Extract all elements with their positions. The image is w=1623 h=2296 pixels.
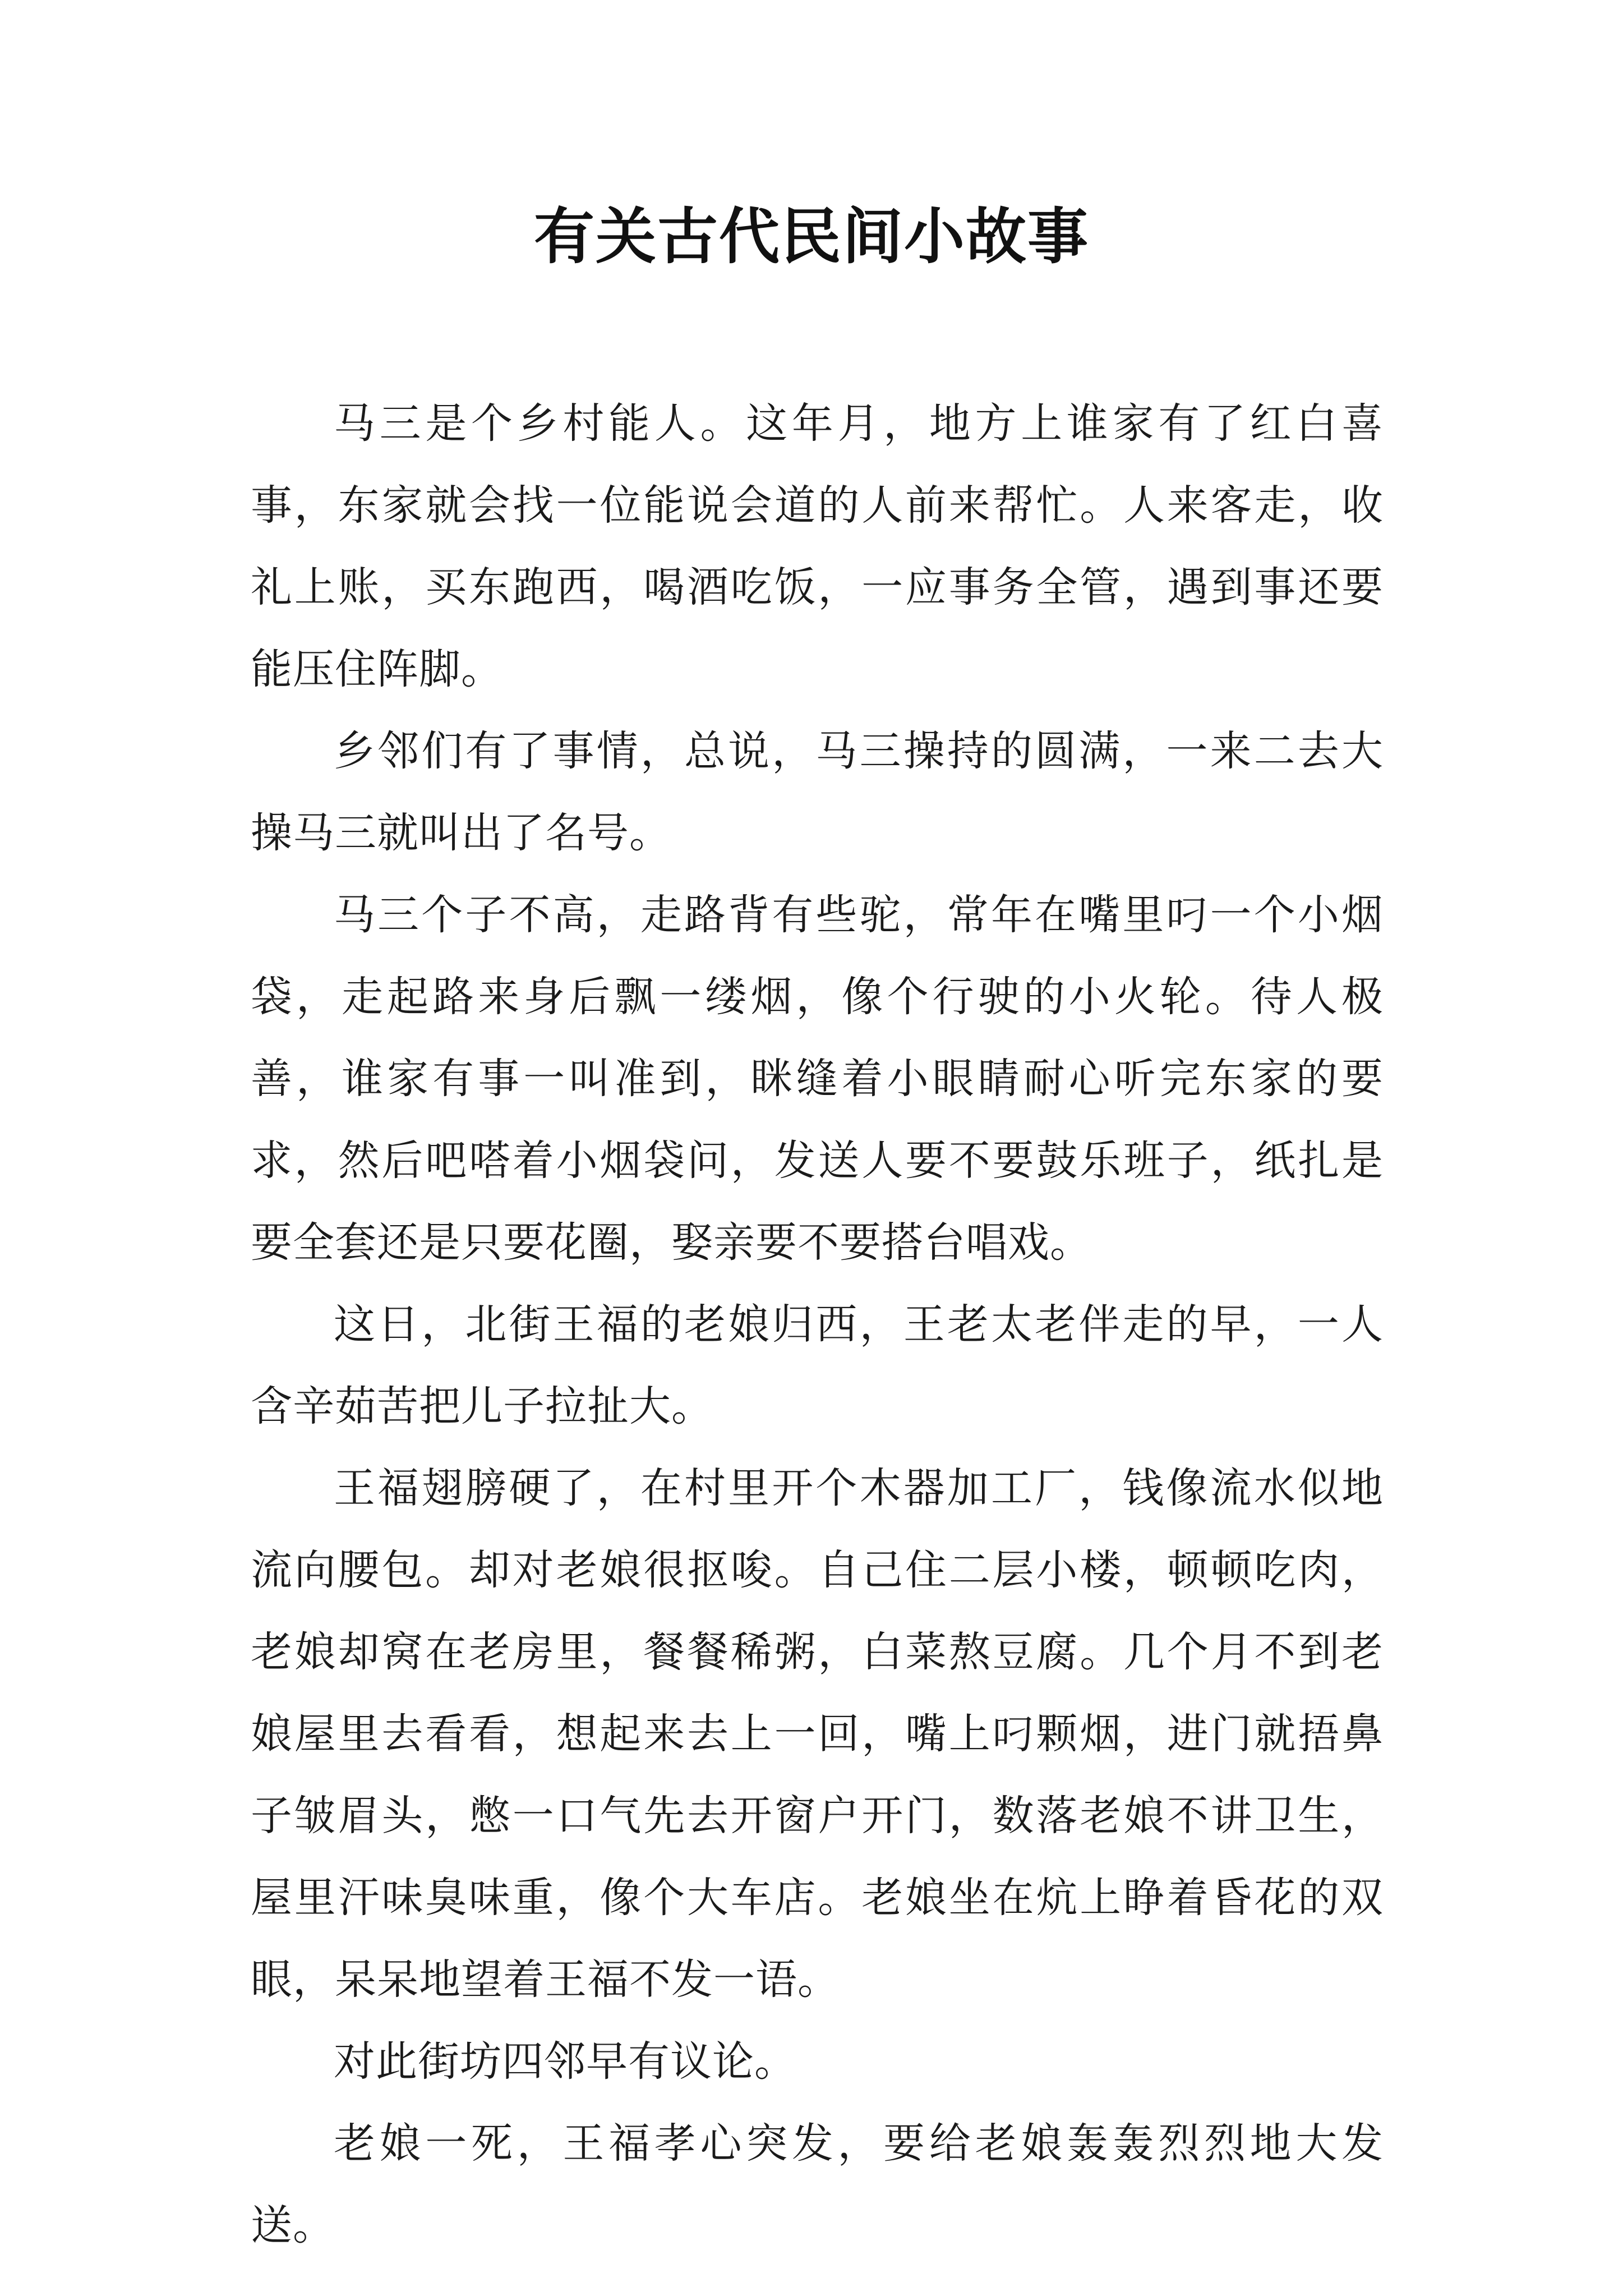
paragraph: 老娘一死，王福孝心突发，要给老娘轰轰烈烈地大发送。: [251, 2119, 1384, 2249]
document-title: 有关古代民间小故事: [533, 201, 1089, 272]
paragraph: 这日，北街王福的老娘归西，王老太老伴走的早，一人含辛茹苦把儿子拉扯大。: [251, 1300, 1384, 1430]
paragraph: 对此街坊四邻早有议论。: [334, 2037, 796, 2086]
paragraph: 马三个子不高，走路背有些驼，常年在嘴里叼一个小烟袋，走起路来身后飘一缕烟，像个行驶的小火轮。待人极善，谁家有事一叫准到，眯缝着小眼睛耐心听完东家的要求，然后吧嗒着小烟袋问，发送人要不要鼓乐班子，纸扎是要全套还是只要花圈，娶亲要不要搭台唱戏。: [251, 891, 1384, 1267]
paragraph: 乡邻们有了事情，总说，马三操持的圆满，一来二去大操马三就叫出了名号。: [251, 727, 1384, 857]
paragraph: 王福翅膀硬了，在村里开个木器加工厂，钱像流水似地流向腰包。却对老娘很抠唆。自己住二层小楼，顿顿吃肉，老娘却窝在老房里，餐餐稀粥，白菜熬豆腐。几个月不到老娘屋里去看看，想起来去上一回，嘴上叼颗烟，进门就捂鼻子皱眉头，憋一口气先去开窗户开门，数落老娘不讲卫生，屋里汗味臭味重，像个大车店。老娘坐在炕上睁着昏花的双眼，呆呆地望着王福不发一语。: [251, 1464, 1384, 2004]
document-body: [251, 383, 1384, 2266]
paragraph: 马三是个乡村能人。这年月，地方上谁家有了红白喜事，东家就会找一位能说会道的人前来帮忙。人来客走，收礼上账，买东跑西，喝酒吃饭，一应事务全管，遇到事还要能压住阵脚。: [251, 399, 1384, 693]
